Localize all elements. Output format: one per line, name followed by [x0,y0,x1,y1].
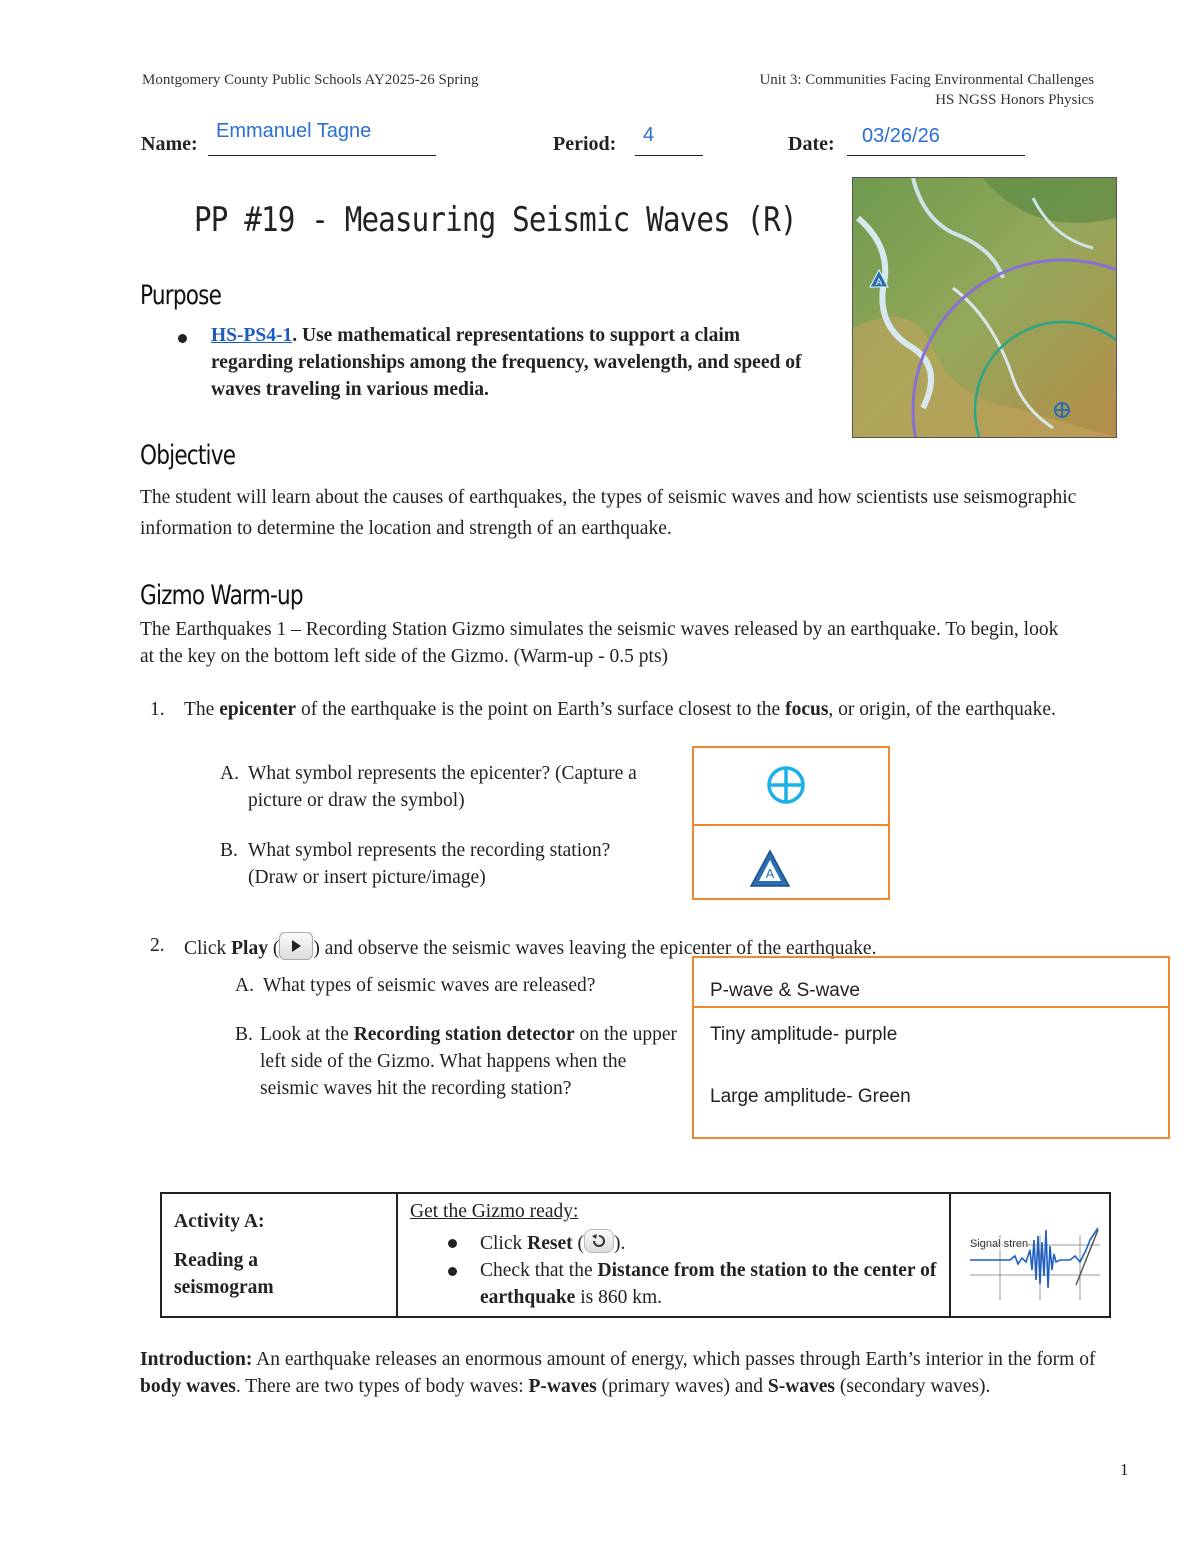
q2b-answer-line2: Large amplitude- Green [710,1086,911,1107]
q2b-text: Look at the Recording station detector on the upper left side of the Gizmo. What happens when the seismic waves hit the recording station? [260,1024,677,1099]
seismogram-label: Signal stren [970,1238,1029,1250]
period-label: Period: [553,133,617,155]
date-value[interactable]: 03/26/26 [862,125,940,147]
period-value[interactable]: 4 [643,124,655,146]
reset-item: Click Reset ( ). [410,1229,937,1257]
header-right-line1: Unit 3: Communities Facing Environmental Challenges [759,72,1094,88]
header-left: Montgomery County Public Schools AY2025-26 Spring [142,72,479,88]
reset-icon[interactable] [584,1229,614,1253]
bullet-icon [178,334,187,343]
gizmo-ready-heading: Get the Gizmo ready: [410,1201,579,1222]
distance-item: Check that the Distance from the station to the center of earthquake is 860 km. [410,1257,937,1311]
q1-text: The epicenter of the earthquake is the point on Earth’s surface closest to the focus, or origin, of the earthquake. [184,699,1056,720]
play-icon[interactable] [279,932,313,960]
name-label: Name: [141,133,198,155]
page-number: 1 [1120,1460,1129,1479]
name-value[interactable]: Emmanuel Tagne [216,120,372,142]
warmup-text: The Earthquakes 1 – Recording Station Gizmo simulates the seismic waves released by an earthquake. To begin, look at the key on the bottom left side of the Gizmo. (Warm-up - 0.5 pts) [140,619,1059,667]
objective-text: The student will learn about the causes of earthquakes, the types of seismic waves and how scientists use seismographic information to determine the location and strength of an earthquake. [140,487,1077,539]
introduction-text: Introduction: An earthquake releases an enormous amount of energy, which passes through Earth’s interior in the form of body waves. There are two types of body waves: P-waves (primary waves) and S-waves (secondary waves). [140,1349,1096,1397]
name-line [208,155,436,156]
page-title: PP #19 - Measuring Seismic Waves (R) [194,200,797,240]
q2b-label: B. [235,1024,253,1045]
q1a-text: What symbol represents the epicenter? (Capture a picture or draw the symbol) [248,763,637,811]
answer-divider [694,824,888,826]
q2a-text: What types of seismic waves are released? [263,975,596,996]
q2a-label: A. [235,975,254,996]
q2-number: 2. [150,935,165,956]
activity-title: Reading a seismogram [174,1250,274,1298]
map-image [852,177,1117,438]
warmup-heading: Gizmo Warm-up [140,580,303,611]
period-line [635,155,703,156]
q1-answer-box[interactable] [692,746,890,900]
q2b-answer-line1: Tiny amplitude- purple [710,1024,898,1045]
svg-text:A: A [875,278,883,288]
activity-label: Activity A: [174,1211,265,1232]
q1b-label: B. [220,840,238,861]
objective-heading: Objective [140,440,236,471]
header-right-line2: HS NGSS Honors Physics [935,92,1094,108]
standard-link[interactable]: HS-PS4-1 [211,325,293,346]
seismogram-cell [950,1193,1110,1317]
activity-instructions-cell [397,1193,950,1317]
activity-label-cell [161,1193,397,1317]
q2-answer-box[interactable] [692,956,1170,1139]
epicenter-icon [763,765,809,805]
q1b-text: What symbol represents the recording station? (Draw or insert picture/image) [248,840,611,888]
q2a-answer: P-wave & S-wave [710,980,860,1001]
seismogram-image [960,1210,1100,1300]
q2-text: Click Play ( ) and observe the seismic waves leaving the epicenter of the earthquake. [184,932,1084,962]
purpose-heading: Purpose [140,280,222,311]
recording-station-icon: A [748,848,792,890]
date-label: Date: [788,133,835,155]
date-line [847,155,1025,156]
purpose-standard: HS-PS4-1. Use mathematical representations to support a claim regarding relationships among the frequency, wavelength, and speed of waves traveling in various media. [211,325,802,400]
activity-table [160,1192,1111,1318]
answer-divider [694,1006,1168,1008]
q1-number: 1. [150,699,165,720]
q1a-label: A. [220,763,239,784]
